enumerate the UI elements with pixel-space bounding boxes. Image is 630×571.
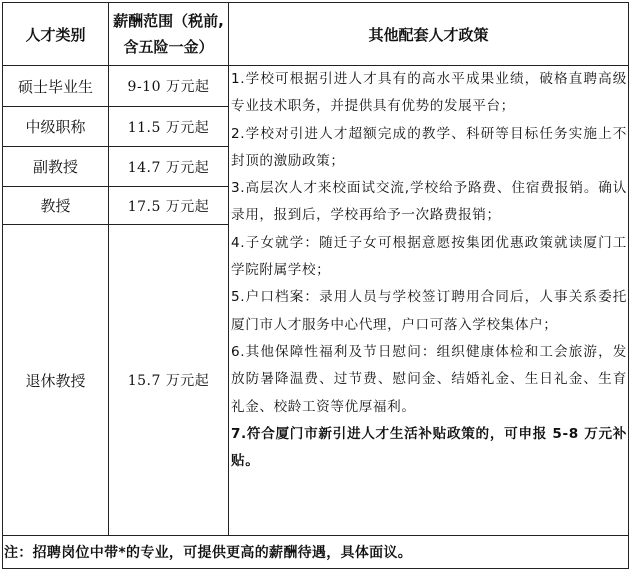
row-category: 中级职称 xyxy=(25,118,86,136)
row-category: 教授 xyxy=(40,197,71,215)
row-salary: 11.5 万元起 xyxy=(127,119,210,136)
row-salary: 17.5 万元起 xyxy=(127,198,210,215)
header-salary-line1: 薪酬范围（税前, xyxy=(113,12,224,30)
header-salary xyxy=(109,3,228,65)
policy-item: 4.子女就学：随迁子女可根据意愿按集团优惠政策就读厦门工学院附属学校； xyxy=(231,234,627,279)
footnote: 注：招聘岗位中带*的专业，可提供更高的薪酬待遇，具体面议。 xyxy=(4,545,413,561)
row-salary: 15.7 万元起 xyxy=(127,373,210,389)
row-category: 退休教授 xyxy=(25,371,86,390)
row-salary: 14.7 万元起 xyxy=(127,159,210,176)
policy-item: 5.户口档案：录用人员与学校签订聘用合同后，人事关系委托厦门市人才服务中心代理，户口可落入学校集体户； xyxy=(231,289,627,333)
header-salary-line2: 含五险一金） xyxy=(123,38,214,56)
policy-list xyxy=(231,66,627,475)
policy-item: 1.学校可根据引进人才具有的高水平成果业绩，破格直聘高级专业技术职务，并提供具有优势的发展平台； xyxy=(231,71,627,115)
policy-item: 3.高层次人才来校面试交流,学校给予路费、住宿费报销。确认录用，报到后，学校再给予一次路费报销； xyxy=(231,180,627,224)
row-salary: 9-10 万元起 xyxy=(127,79,210,95)
header-category: 人才类别 xyxy=(25,25,86,44)
policy-item: 7.符合厦门市新引进人才生活补贴政策的，可申报 5-8 万元补贴。 xyxy=(231,425,627,470)
policy-item: 6.其他保障性福利及节日慰问：组织健康体检和工会旅游，发放防暑降温费、过节费、慰问金、结婚礼金、生日礼金、生育礼金、校龄工资等优厚福利。 xyxy=(231,343,627,415)
row-category: 副教授 xyxy=(32,158,78,176)
header-policy: 其他配套人才政策 xyxy=(368,25,489,44)
policy-item: 2.学校对引进人才超额完成的教学、科研等目标任务实施上不封顶的激励政策； xyxy=(231,125,627,169)
row-category: 硕士毕业生 xyxy=(17,77,93,96)
